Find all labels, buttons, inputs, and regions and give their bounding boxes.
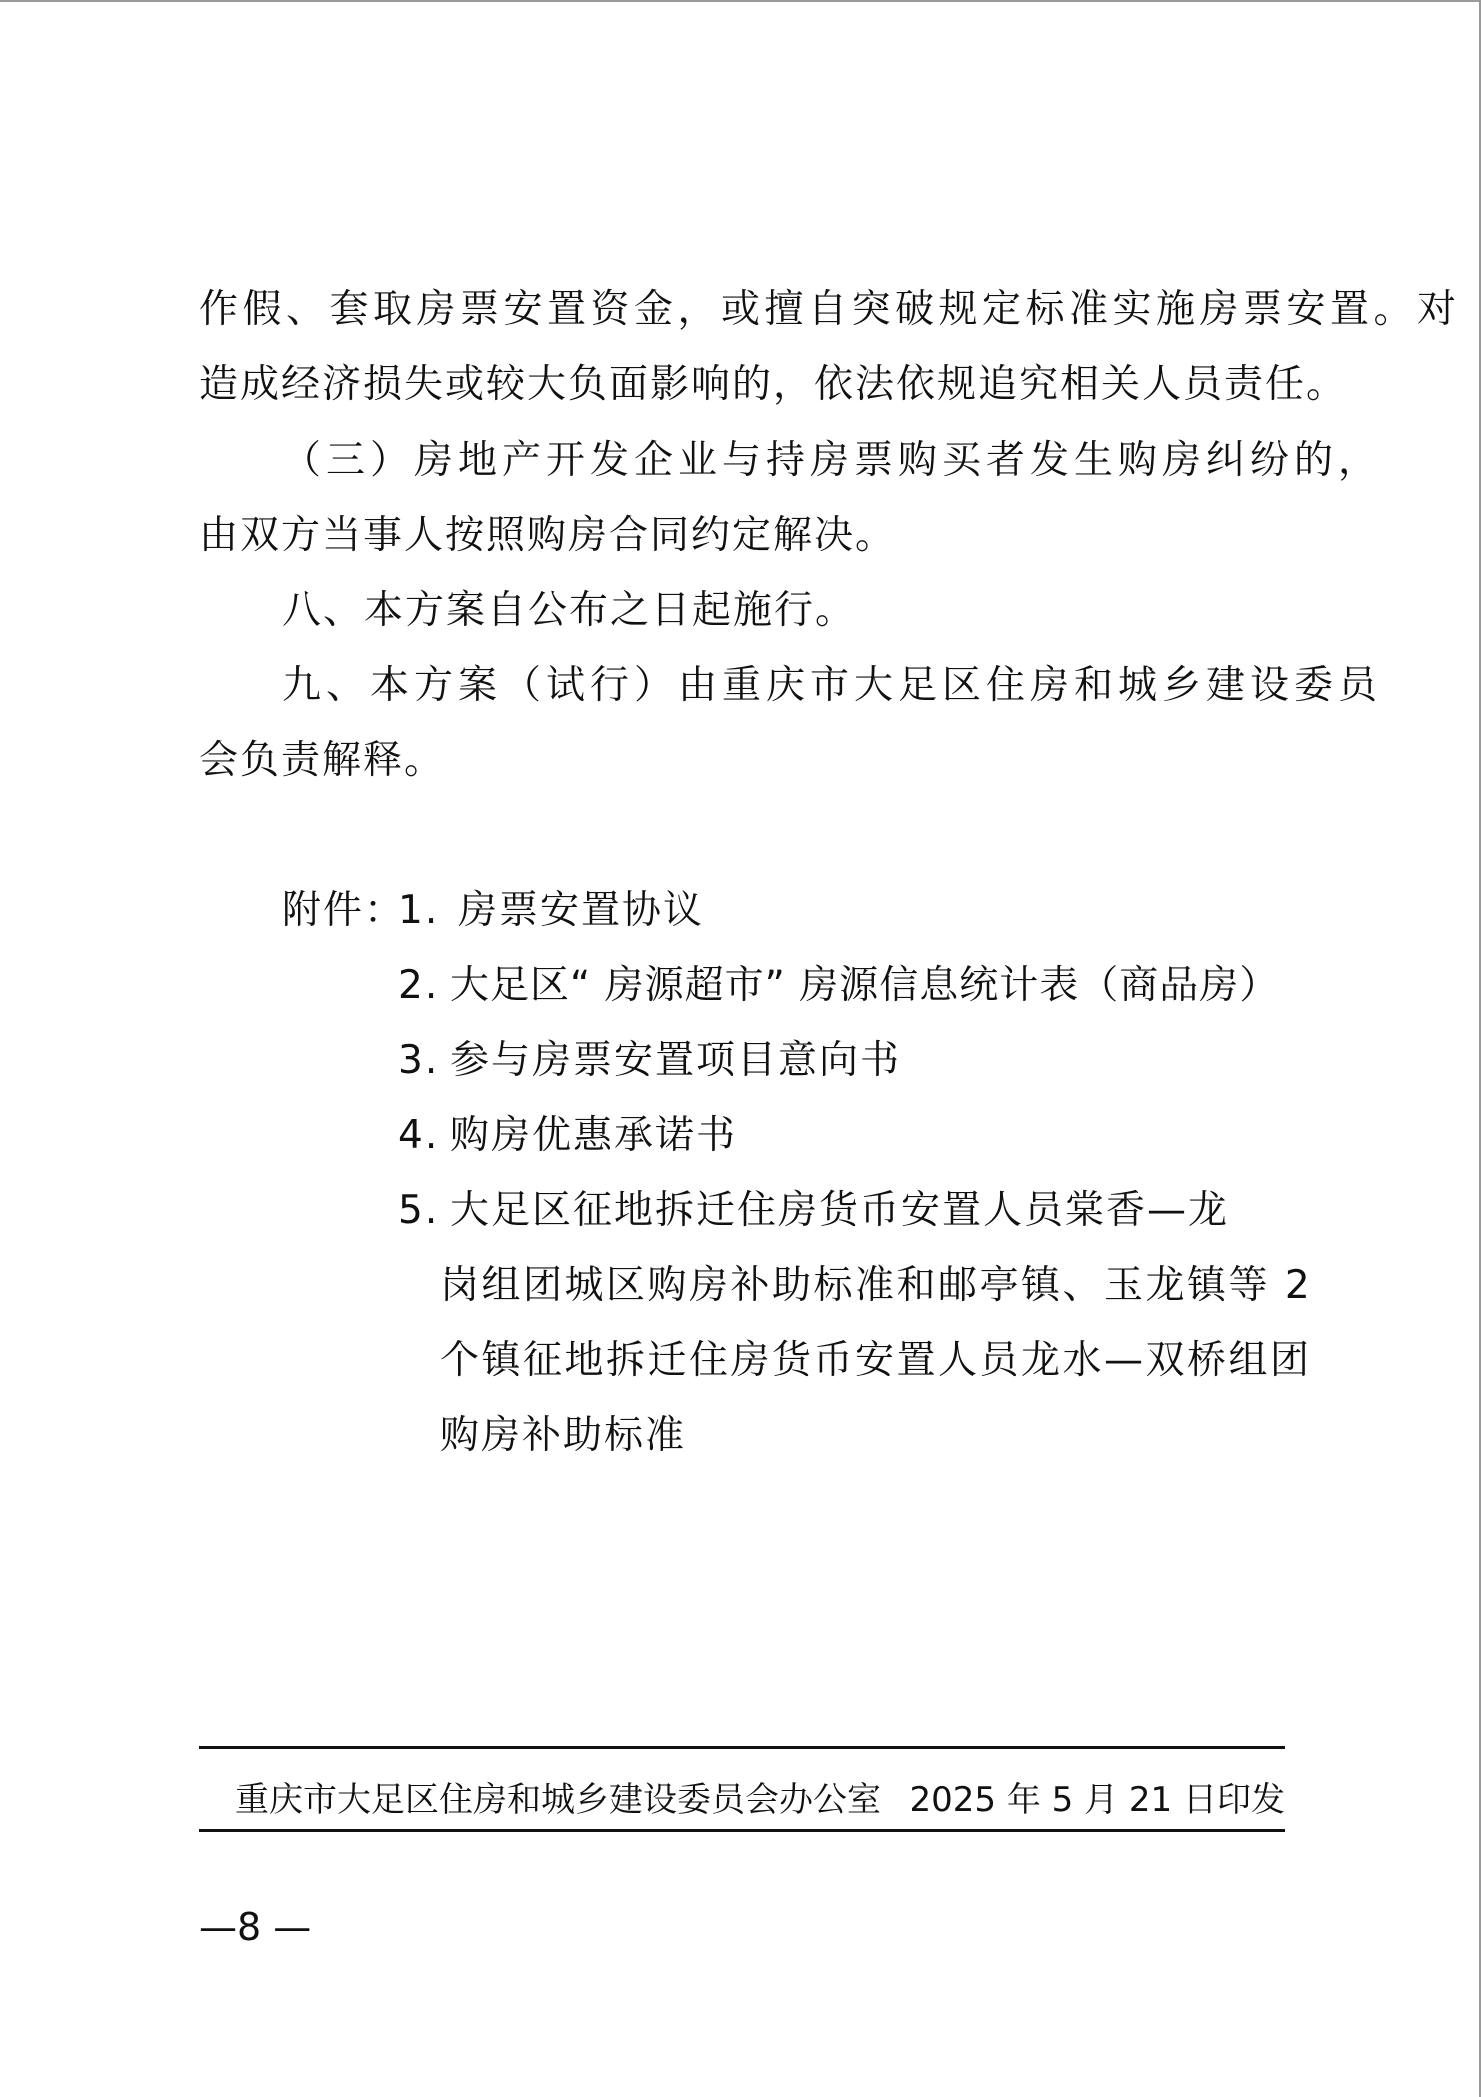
body-line: 由双方当事人按照购房合同约定解决。 bbox=[199, 513, 897, 558]
page-top-border bbox=[0, 0, 1481, 2]
attachments-label: 附件： bbox=[282, 888, 406, 933]
body-line: 八、本方案自公布之日起施行。 bbox=[282, 588, 857, 633]
attachment-number: 2. bbox=[398, 963, 440, 1008]
attachment-title: 房票安置协议 bbox=[458, 888, 705, 933]
page-number: —8 — bbox=[199, 1905, 312, 1949]
attachment-title-continued: 购房补助标准 bbox=[440, 1413, 687, 1458]
attachment-title-continued: 岗组团城区购房补助标准和邮亭镇、玉龙镇等 2 bbox=[440, 1263, 1313, 1308]
attachment-title-continued: 个镇征地拆迁住房货币安置人员龙水—双桥组团 bbox=[440, 1338, 1312, 1383]
attachment-number: 1. bbox=[398, 888, 440, 933]
attachment-number: 3. bbox=[398, 1038, 440, 1083]
body-line: （三）房地产开发企业与持房票购买者发生购房纠纷的， bbox=[282, 438, 1383, 483]
attachment-title: 购房优惠承诺书 bbox=[450, 1113, 738, 1158]
attachment-number: 4. bbox=[398, 1113, 440, 1158]
body-line: 会负责解释。 bbox=[199, 738, 446, 783]
footer-top-rule bbox=[199, 1746, 1285, 1749]
issuer-name: 重庆市大足区住房和城乡建设委员会办公室 bbox=[235, 1780, 881, 1820]
attachment-number: 5. bbox=[398, 1188, 440, 1233]
footer-bottom-rule bbox=[199, 1829, 1285, 1832]
imprint-line bbox=[235, 1775, 1285, 1825]
body-line: 作假、套取房票安置资金，或擅自突破规定标准实施房票安置。对 bbox=[199, 287, 1461, 332]
attachment-title: 大足区“ 房源超市” 房源信息统计表（商品房） bbox=[450, 963, 1280, 1008]
attachment-title: 大足区征地拆迁住房货币安置人员棠香—龙 bbox=[450, 1188, 1230, 1233]
attachment-title: 参与房票安置项目意向书 bbox=[450, 1038, 902, 1083]
body-line: 九、本方案（试行）由重庆市大足区住房和城乡建设委员 bbox=[282, 663, 1383, 708]
issue-date: 2025 年 5 月 21 日印发 bbox=[909, 1780, 1285, 1820]
body-line: 造成经济损失或较大负面影响的，依法依规追究相关人员责任。 bbox=[199, 362, 1348, 407]
